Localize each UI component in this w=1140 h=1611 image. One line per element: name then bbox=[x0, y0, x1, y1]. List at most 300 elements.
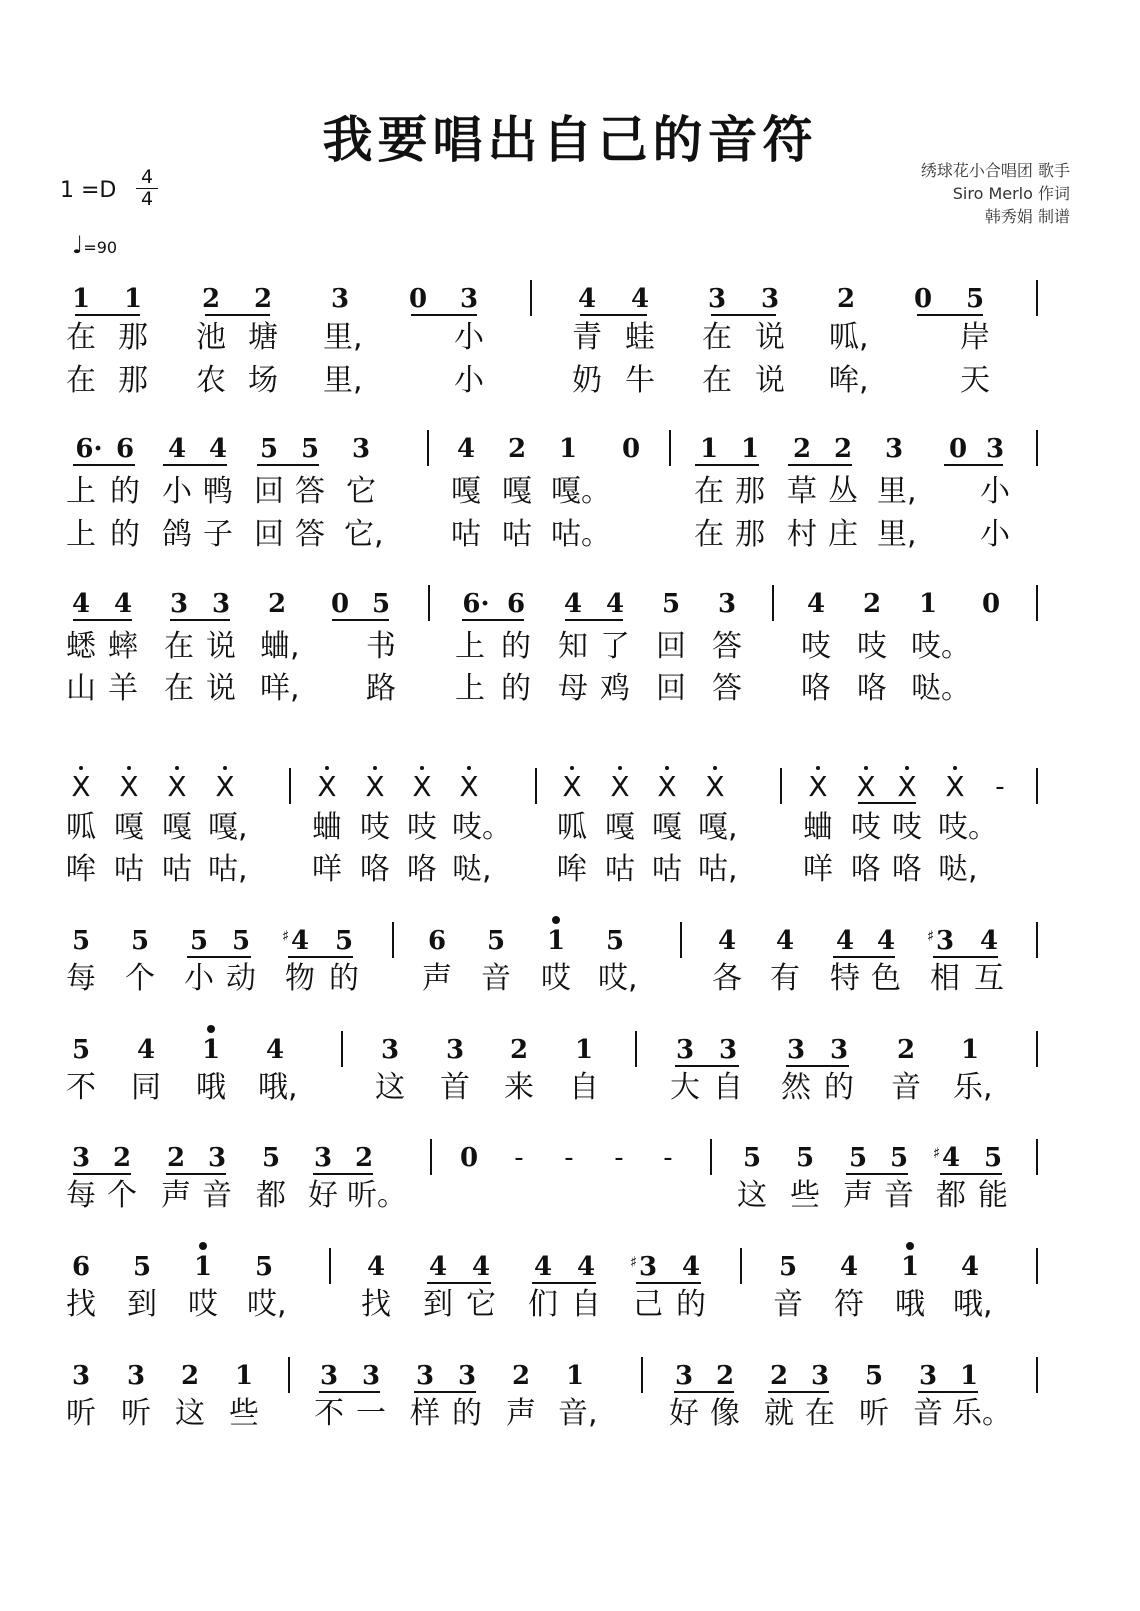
barline bbox=[1036, 280, 1038, 316]
note-value: 2 bbox=[836, 284, 856, 314]
lyric: 都 bbox=[256, 1178, 286, 1213]
note bbox=[159, 1143, 193, 1173]
note-value: 2 bbox=[896, 1035, 916, 1065]
lyric: 咕, bbox=[208, 852, 248, 887]
note bbox=[911, 589, 945, 619]
lyric: 答 bbox=[295, 474, 325, 509]
lyric: 回 bbox=[656, 671, 686, 706]
lyric: 咕 bbox=[652, 852, 682, 887]
barline bbox=[341, 1031, 343, 1067]
lyric: 嘎 bbox=[162, 810, 192, 845]
lyric: 的 bbox=[110, 517, 140, 552]
beam-underline bbox=[846, 1173, 908, 1175]
lyric: 这 bbox=[375, 1070, 405, 1105]
note-value: 0 bbox=[408, 284, 428, 314]
lyric: 咯 bbox=[360, 852, 390, 887]
note-value: 4 bbox=[835, 926, 855, 956]
lyric: 音 bbox=[773, 1287, 803, 1322]
note-value: 3 bbox=[380, 1035, 400, 1065]
beam-underline bbox=[462, 619, 524, 621]
beam-underline bbox=[170, 619, 230, 621]
lyric: 嘎 bbox=[605, 810, 635, 845]
lyric: 音 bbox=[891, 1070, 921, 1105]
note bbox=[504, 1361, 538, 1391]
lyric: 蛐 bbox=[312, 810, 342, 845]
lyric: 吱 bbox=[801, 629, 831, 664]
sharp-icon: ♯ bbox=[282, 927, 290, 945]
note-value: 5 bbox=[795, 1143, 815, 1173]
lyric: 同 bbox=[131, 1070, 161, 1105]
note-value: X bbox=[705, 770, 725, 803]
note-value: 5 bbox=[261, 1143, 281, 1173]
lyric: 不 bbox=[66, 1070, 96, 1105]
note bbox=[64, 1143, 98, 1173]
barline bbox=[427, 430, 429, 466]
note-value: 3 bbox=[718, 1035, 738, 1065]
lyric: 自 bbox=[569, 1070, 599, 1105]
note-value: 5 bbox=[300, 434, 320, 464]
note-value: 6 bbox=[427, 926, 447, 956]
note bbox=[631, 1252, 665, 1282]
lyric: 了 bbox=[600, 629, 630, 664]
beam-underline bbox=[944, 464, 1003, 466]
beam-underline bbox=[788, 464, 852, 466]
note-value: 1 bbox=[546, 926, 566, 956]
beam-underline bbox=[532, 1282, 596, 1284]
beam-underline bbox=[332, 619, 389, 621]
accent-dot bbox=[713, 766, 717, 770]
note-value: 4 bbox=[681, 1252, 701, 1282]
beam-underline bbox=[833, 956, 895, 958]
accent-dot bbox=[420, 766, 424, 770]
note-value: X bbox=[215, 770, 235, 803]
dash-mark: - bbox=[995, 772, 1005, 802]
note bbox=[556, 589, 590, 619]
note-value: 5 bbox=[71, 926, 91, 956]
lyric: 的 bbox=[824, 1070, 854, 1105]
accent-dot bbox=[953, 766, 957, 770]
note-value: 2 bbox=[769, 1361, 789, 1391]
note-value: 0 bbox=[913, 284, 933, 314]
lyric: 哞, bbox=[829, 363, 869, 398]
note-value: 4 bbox=[941, 1143, 961, 1173]
note-value: 5 bbox=[259, 434, 279, 464]
note bbox=[733, 434, 767, 464]
song-title: 我要唱出自己的音符 bbox=[322, 111, 818, 169]
note bbox=[708, 1361, 742, 1391]
note-value: 1 bbox=[960, 1035, 980, 1065]
note-value: 1 bbox=[740, 434, 760, 464]
lyric: 子 bbox=[203, 517, 233, 552]
lyric: 样 bbox=[410, 1396, 440, 1431]
note-value: 3 bbox=[935, 926, 955, 956]
lyric: 咯 bbox=[892, 852, 922, 887]
lyric: 岸 bbox=[960, 320, 990, 355]
rhythm-x bbox=[849, 772, 883, 802]
note bbox=[347, 1143, 381, 1173]
note-value: 6· bbox=[462, 589, 490, 619]
accent-dot bbox=[864, 766, 868, 770]
barline bbox=[288, 1357, 290, 1393]
note-value: 4 bbox=[876, 926, 896, 956]
note bbox=[258, 1035, 292, 1065]
lyric: 那 bbox=[735, 517, 765, 552]
note bbox=[306, 1143, 340, 1173]
lyric: 们 bbox=[528, 1287, 558, 1322]
beam-underline bbox=[786, 1065, 849, 1067]
note-value: 5 bbox=[864, 1361, 884, 1391]
note bbox=[753, 284, 787, 314]
note-value: 5 bbox=[848, 1143, 868, 1173]
note-value: 4 bbox=[577, 284, 597, 314]
key-signature: 1 =D bbox=[60, 178, 117, 203]
beam-underline bbox=[75, 314, 140, 316]
note-value: 3 bbox=[211, 589, 231, 619]
credit-lyricist: Siro Merlo 作词 bbox=[952, 184, 1070, 203]
note-value: 3 bbox=[760, 284, 780, 314]
note-value: 4 bbox=[533, 1252, 553, 1282]
note bbox=[623, 284, 657, 314]
lyric: 里, bbox=[323, 320, 363, 355]
note bbox=[822, 1035, 856, 1065]
lyric: 咕 bbox=[502, 517, 532, 552]
note-value: 5 bbox=[71, 1035, 91, 1065]
note-value: 3 bbox=[313, 1143, 333, 1173]
lyric: 奶 bbox=[572, 363, 602, 398]
note bbox=[186, 1252, 220, 1282]
note bbox=[710, 589, 744, 619]
note-value: 1 bbox=[123, 284, 143, 314]
note bbox=[252, 434, 286, 464]
note bbox=[889, 1035, 923, 1065]
note-value: 1 bbox=[900, 1252, 920, 1282]
note bbox=[539, 926, 573, 956]
tempo-mark bbox=[72, 231, 117, 259]
note bbox=[500, 434, 534, 464]
lyric: 咕, bbox=[698, 852, 738, 887]
lyric: 羊 bbox=[108, 671, 138, 706]
lyric: 个 bbox=[107, 1178, 137, 1213]
note-value: X bbox=[365, 770, 385, 803]
dash-mark: - bbox=[514, 1143, 524, 1173]
barline bbox=[530, 280, 532, 316]
note-value: X bbox=[808, 770, 828, 803]
note bbox=[344, 434, 378, 464]
note-value: 5 bbox=[742, 1143, 762, 1173]
note bbox=[700, 284, 734, 314]
lyric: 声 bbox=[843, 1178, 873, 1213]
note-value: 3 bbox=[674, 1361, 694, 1391]
barline bbox=[430, 1139, 432, 1175]
note-value: 4 bbox=[630, 284, 650, 314]
note bbox=[359, 1252, 393, 1282]
beam-underline bbox=[257, 464, 319, 466]
lyric: 哦 bbox=[895, 1287, 925, 1322]
lyric: 在 bbox=[164, 629, 194, 664]
lyric: 蟋 bbox=[66, 629, 96, 664]
rhythm-x bbox=[603, 772, 637, 802]
accent-dot bbox=[665, 766, 669, 770]
barline bbox=[535, 768, 537, 804]
lyric: 听。 bbox=[347, 1178, 407, 1213]
lyric: 它, bbox=[344, 517, 384, 552]
note-value: 4 bbox=[471, 1252, 491, 1282]
note bbox=[953, 1252, 987, 1282]
accent-dot bbox=[79, 766, 83, 770]
note bbox=[162, 589, 196, 619]
note bbox=[893, 1252, 927, 1282]
lyric: 不 bbox=[314, 1396, 344, 1431]
beam-underline bbox=[205, 314, 270, 316]
lyric: 答 bbox=[295, 517, 325, 552]
note bbox=[125, 1252, 159, 1282]
lyric: 说 bbox=[206, 671, 236, 706]
lyric: 动 bbox=[226, 961, 256, 996]
note bbox=[710, 926, 744, 956]
lyric: 蟀 bbox=[108, 629, 138, 664]
lyric: 哎 bbox=[188, 1287, 218, 1322]
note bbox=[570, 284, 604, 314]
note bbox=[459, 589, 493, 619]
note-value: 5 bbox=[983, 1143, 1003, 1173]
lyric: 在 bbox=[702, 363, 732, 398]
lyric: 一 bbox=[356, 1396, 386, 1431]
note bbox=[551, 434, 585, 464]
lyric: 嘎 bbox=[114, 810, 144, 845]
lyric: 回 bbox=[254, 474, 284, 509]
note-value: X bbox=[119, 770, 139, 803]
lyric: 吱 bbox=[857, 629, 887, 664]
note bbox=[452, 284, 486, 314]
lyric: 音, bbox=[558, 1396, 598, 1431]
note-value: 4 bbox=[839, 1252, 859, 1282]
note bbox=[106, 589, 140, 619]
note-value: 1 bbox=[201, 1035, 221, 1065]
barline bbox=[710, 1139, 712, 1175]
rhythm-x bbox=[208, 772, 242, 802]
lyric: 在 bbox=[164, 671, 194, 706]
note-value: 3 bbox=[717, 589, 737, 619]
sharp-icon: ♯ bbox=[933, 1144, 941, 1162]
beam-underline bbox=[166, 1173, 226, 1175]
lyric: 咯 bbox=[801, 671, 831, 706]
lyric: 声 bbox=[161, 1178, 191, 1213]
barline bbox=[329, 1248, 331, 1284]
note bbox=[779, 1035, 813, 1065]
note bbox=[771, 1252, 805, 1282]
note bbox=[952, 1361, 986, 1391]
note bbox=[502, 1035, 536, 1065]
lyric: 它 bbox=[346, 474, 376, 509]
lyric: 哎, bbox=[247, 1287, 287, 1322]
lyric: 那 bbox=[118, 363, 148, 398]
note bbox=[499, 589, 533, 619]
note bbox=[72, 434, 106, 464]
note bbox=[869, 926, 903, 956]
note-value: 3 bbox=[319, 1361, 339, 1391]
lyric: 到 bbox=[423, 1287, 453, 1322]
note bbox=[911, 1361, 945, 1391]
beam-underline bbox=[73, 619, 132, 621]
barline bbox=[392, 922, 394, 958]
lyric: 知 bbox=[558, 629, 588, 664]
note-value: 3 bbox=[71, 1361, 91, 1391]
beam-underline bbox=[313, 1173, 373, 1175]
note bbox=[182, 926, 216, 956]
lyric: 音 bbox=[481, 961, 511, 996]
lyric: 吱 bbox=[851, 810, 881, 845]
lyric: 说 bbox=[206, 629, 236, 664]
lyric: 自 bbox=[571, 1287, 601, 1322]
lyric: 的 bbox=[452, 1396, 482, 1431]
lyric: 咩 bbox=[312, 852, 342, 887]
note-value: 5 bbox=[231, 926, 251, 956]
note-value: 2 bbox=[180, 1361, 200, 1391]
lyric: 村 bbox=[787, 517, 817, 552]
note-value: 6 bbox=[506, 589, 526, 619]
lyric: 大 bbox=[670, 1070, 700, 1105]
time-signature bbox=[136, 167, 158, 210]
note-value: 4 bbox=[806, 589, 826, 619]
lyric: 物 bbox=[285, 961, 315, 996]
lyric: 些 bbox=[229, 1396, 259, 1431]
lyric: 声 bbox=[422, 961, 452, 996]
rhythm-x bbox=[405, 772, 439, 802]
note bbox=[194, 284, 228, 314]
beam-underline bbox=[711, 314, 776, 316]
note-value: 4 bbox=[113, 589, 133, 619]
note bbox=[173, 1361, 207, 1391]
note bbox=[108, 434, 142, 464]
lyric: 色 bbox=[871, 961, 901, 996]
lyric: 咩 bbox=[803, 852, 833, 887]
note-value: 1 bbox=[193, 1252, 213, 1282]
lyric: 找 bbox=[361, 1287, 391, 1322]
note bbox=[668, 1035, 702, 1065]
note-value: X bbox=[657, 770, 677, 803]
lyric: 嘎, bbox=[208, 810, 248, 845]
lyric: 这 bbox=[737, 1178, 767, 1213]
note-value: 2 bbox=[253, 284, 273, 314]
note-value: 2 bbox=[201, 284, 221, 314]
note-value: 2 bbox=[715, 1361, 735, 1391]
accent-dot bbox=[570, 766, 574, 770]
lyric: 丛 bbox=[828, 474, 858, 509]
note bbox=[449, 434, 483, 464]
lyric: 音 bbox=[884, 1178, 914, 1213]
note-value: 3 bbox=[884, 434, 904, 464]
credit-singer: 绣球花小合唱团 歌手 bbox=[920, 161, 1070, 180]
lyric: 咯 bbox=[407, 852, 437, 887]
note-value: X bbox=[459, 770, 479, 803]
lyric: 的 bbox=[501, 629, 531, 664]
note bbox=[928, 926, 962, 956]
note bbox=[768, 926, 802, 956]
note-value: 2 bbox=[509, 1035, 529, 1065]
note-value: 3 bbox=[207, 1143, 227, 1173]
note-value: 1 bbox=[918, 589, 938, 619]
note-value: 3 bbox=[707, 284, 727, 314]
barline bbox=[1036, 1139, 1038, 1175]
lyric: 每 bbox=[66, 961, 96, 996]
accent-dot bbox=[175, 766, 179, 770]
note-value: 5 bbox=[254, 1252, 274, 1282]
beam-underline bbox=[675, 1065, 739, 1067]
rhythm-x bbox=[112, 772, 146, 802]
note bbox=[558, 1361, 592, 1391]
beam-underline bbox=[565, 619, 623, 621]
note bbox=[803, 1361, 837, 1391]
note-value: 3 bbox=[169, 589, 189, 619]
lyric: 蛐, bbox=[260, 629, 300, 664]
beam-underline bbox=[427, 1282, 491, 1284]
lyric: 声 bbox=[506, 1396, 536, 1431]
note-value: 3 bbox=[330, 284, 350, 314]
note-value: X bbox=[317, 770, 337, 803]
beam-underline bbox=[933, 956, 998, 958]
note bbox=[420, 926, 454, 956]
beam-underline bbox=[940, 1173, 1002, 1175]
rhythm-x bbox=[698, 772, 732, 802]
note-value: 4 bbox=[717, 926, 737, 956]
lyric: 吱 bbox=[407, 810, 437, 845]
lyric: 己 bbox=[633, 1287, 663, 1322]
note-value: 4 bbox=[576, 1252, 596, 1282]
note bbox=[323, 589, 357, 619]
accent-dot bbox=[905, 766, 909, 770]
lyric: 像 bbox=[710, 1396, 740, 1431]
note-value: 5 bbox=[965, 284, 985, 314]
note-value: 5 bbox=[371, 589, 391, 619]
credit-arranger: 韩秀娟 制谱 bbox=[984, 207, 1070, 226]
note bbox=[160, 434, 194, 464]
note-value: 4 bbox=[208, 434, 228, 464]
lyric: 牛 bbox=[625, 363, 655, 398]
lyric: 里, bbox=[323, 363, 363, 398]
lyric: 就 bbox=[764, 1396, 794, 1431]
lyric: 能 bbox=[978, 1178, 1008, 1213]
note-value: 6 bbox=[71, 1252, 91, 1282]
barline bbox=[740, 1248, 742, 1284]
note bbox=[247, 1252, 281, 1282]
lyric: 呱, bbox=[829, 320, 869, 355]
lyric: 那 bbox=[118, 320, 148, 355]
lyric: 小 bbox=[184, 961, 214, 996]
lyric: 哒, bbox=[452, 852, 492, 887]
lyric: 池 bbox=[196, 320, 226, 355]
note-value: 2 bbox=[267, 589, 287, 619]
lyric: 鸽 bbox=[162, 517, 192, 552]
note-value: 5 bbox=[778, 1252, 798, 1282]
note-value: 4 bbox=[428, 1252, 448, 1282]
note-value: 0 bbox=[330, 589, 350, 619]
note bbox=[129, 1035, 163, 1065]
barline bbox=[635, 1031, 637, 1067]
note bbox=[312, 1361, 346, 1391]
lyric: 答 bbox=[712, 629, 742, 664]
note-value: 3 bbox=[985, 434, 1005, 464]
note-value: X bbox=[610, 770, 630, 803]
note bbox=[958, 284, 992, 314]
note-value: 0 bbox=[459, 1143, 479, 1173]
note bbox=[667, 1361, 701, 1391]
lyric: 小 bbox=[980, 517, 1010, 552]
note-value: 2 bbox=[112, 1143, 132, 1173]
rhythm-x bbox=[310, 772, 344, 802]
note-value: 3 bbox=[71, 1143, 91, 1173]
lyric: 在 bbox=[805, 1396, 835, 1431]
note bbox=[906, 284, 940, 314]
